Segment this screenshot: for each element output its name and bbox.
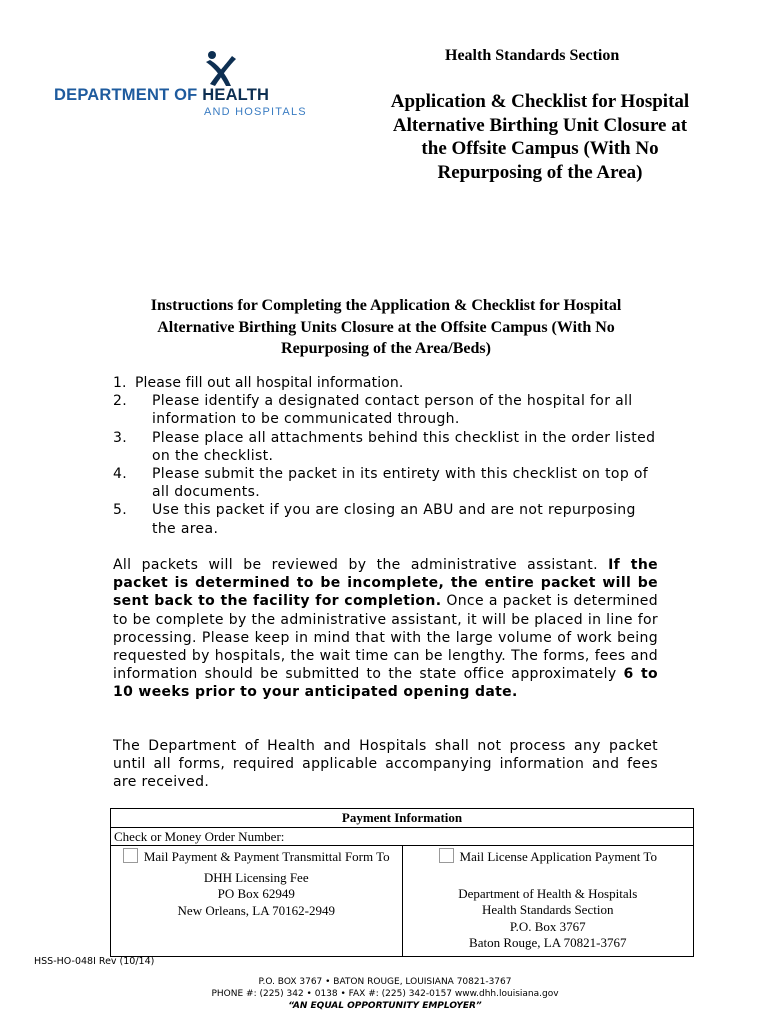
figure-logo-icon bbox=[202, 50, 238, 88]
logo-subtitle: AND HOSPITALS bbox=[204, 106, 307, 118]
review-paragraph: All packets will be reviewed by the administrative assistant. If the packet is determined to be incomplete, the entire packet will be sent back to the facility for completion. Once a packet is determined to be complete by the administrative assistant, it will be placed in line for processing. Please keep in mind that with the large volume of work being requested by hospitals, the wait time can be lengthy. The forms, fees and information should be submitted to the state office approximately 6 to 10 weeks prior to your anticipated opening date. bbox=[113, 557, 658, 701]
footer-address: P.O. BOX 3767 • BATON ROUGE, LOUISIANA 70821-3767 bbox=[258, 977, 512, 987]
list-item: 4. Please submit the packet in its entirety with this checklist on top of all documents. bbox=[113, 466, 649, 501]
payment-information-table bbox=[110, 808, 694, 957]
left-address-line: New Orleans, LA 70162-2949 bbox=[177, 902, 335, 918]
dhh-logo bbox=[54, 50, 314, 125]
processing-paragraph: The Department of Health and Hospitals shall not process any packet until all forms, required applicable accompanying information and fees are received. bbox=[113, 738, 658, 791]
mail-payment-checkbox[interactable] bbox=[123, 848, 138, 863]
form-code: HSS-HO-048I Rev (10/14) bbox=[34, 956, 155, 967]
payment-header: Payment Information bbox=[111, 809, 693, 828]
license-payment-option[interactable]: Mail License Application Payment To bbox=[407, 848, 690, 866]
right-address-line: Baton Rouge, LA 70821-3767 bbox=[469, 935, 627, 950]
instructions-title: Instructions for Completing the Application & Checklist for Hospital Alternative Birthing Units Closure at the Offsite Campus (With No Repurposing of the Area/Beds) bbox=[150, 297, 622, 357]
check-number-field[interactable]: Check or Money Order Number: bbox=[111, 828, 693, 846]
left-address-line: PO Box 62949 bbox=[217, 886, 295, 901]
mail-payment-option[interactable]: Mail Payment & Payment Transmittal Form To bbox=[115, 848, 398, 866]
list-item: 5. Use this packet if you are closing an ABU and are not repurposing the area. bbox=[113, 502, 636, 537]
right-address-line: Department of Health & Hospitals bbox=[458, 885, 638, 901]
mail-payment-column bbox=[111, 846, 403, 956]
section-heading: Health Standards Section bbox=[445, 47, 620, 64]
footer-contact: PHONE #: (225) 342 • 0138 • FAX #: (225) 342-0157 www.dhh.louisiana.gov bbox=[211, 989, 559, 999]
instructions-list bbox=[113, 374, 658, 538]
logo-department-text: DEPARTMENT OF HEALTH bbox=[54, 86, 270, 104]
license-payment-checkbox[interactable] bbox=[439, 848, 454, 863]
page-title: Application & Checklist for Hospital Alternative Birthing Unit Closure at the Offsite Campus (With No Repurposing of the Area) bbox=[390, 91, 690, 183]
left-address-line: DHH Licensing Fee bbox=[203, 869, 309, 885]
list-item: 2. Please identify a designated contact person of the hospital for all information to be communicated through. bbox=[113, 393, 633, 428]
list-item: 1. Please fill out all hospital information. bbox=[113, 375, 404, 391]
right-address-line: Health Standards Section bbox=[482, 902, 614, 917]
right-address-line: P.O. Box 3767 bbox=[509, 918, 586, 934]
license-payment-column bbox=[403, 846, 694, 956]
list-item: 3. Please place all attachments behind this checklist in the order listed on the checklist. bbox=[113, 429, 656, 464]
footer-motto: “AN EQUAL OPPORTUNITY EMPLOYER” bbox=[288, 1001, 482, 1011]
